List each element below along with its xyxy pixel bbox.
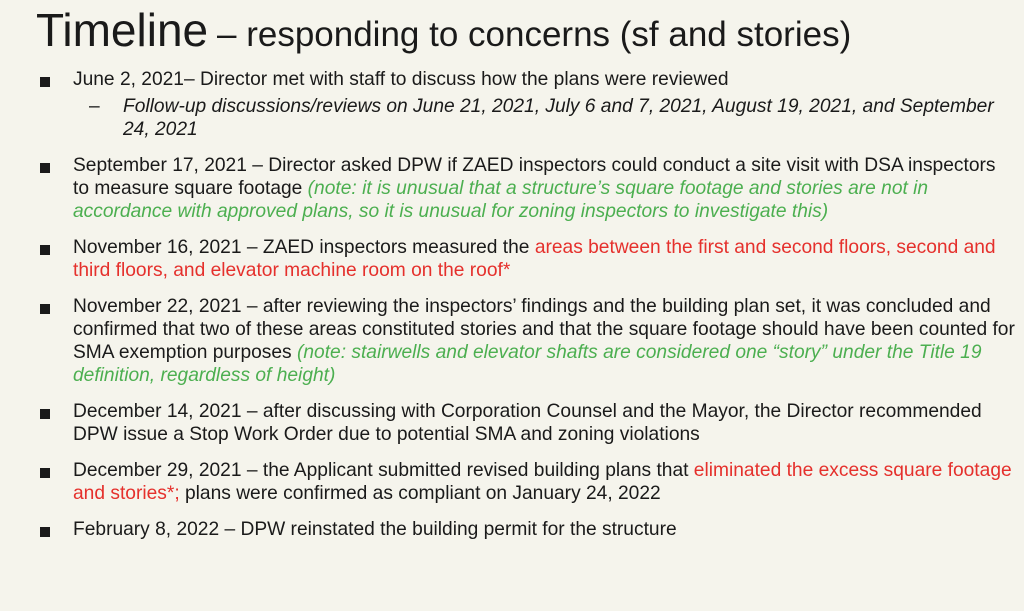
square-bullet-icon — [40, 77, 50, 87]
sub-item — [73, 95, 1015, 141]
item-text: November 22, 2021 – after reviewing the inspectors’ findings and the building plan set, it was concluded and confirmed that two of these areas constituted stories and that the square footage should have been counted for SMA exemption purposes — [73, 296, 1015, 363]
square-bullet-icon — [40, 527, 50, 537]
timeline-item-text — [73, 518, 1015, 541]
timeline-item — [40, 154, 1015, 223]
timeline-item — [40, 295, 1015, 387]
timeline-item-text — [73, 295, 1015, 387]
timeline-item — [40, 68, 1015, 141]
timeline-item — [40, 236, 1015, 282]
note-text: (note: it is unusual that a structure’s square footage and stories are not in accordance with approved plans, so it is unusual for zoning inspectors to investigate this) — [73, 178, 929, 222]
timeline-item-text — [73, 459, 1015, 505]
page-title — [36, 4, 851, 57]
timeline-item-text — [73, 236, 1015, 282]
square-bullet-icon — [40, 409, 50, 419]
title-main: Timeline — [36, 4, 209, 56]
item-text: November 16, 2021 – ZAED inspectors measured the — [73, 237, 535, 258]
timeline-item-text — [73, 154, 1015, 223]
square-bullet-icon — [40, 468, 50, 478]
highlight-text: areas between the first and second floors, second and third floors, and elevator machine room on the roof* — [73, 237, 996, 281]
square-bullet-icon — [40, 163, 50, 173]
title-subtitle: – responding to concerns (sf and stories) — [217, 15, 852, 54]
sub-item-text: Follow-up discussions/reviews on June 21, 2021, July 6 and 7, 2021, August 19, 2021, and September 24, 2021 — [123, 96, 994, 140]
item-text: February 8, 2022 – DPW reinstated the building permit for the structure — [73, 519, 677, 540]
timeline-item — [40, 459, 1015, 505]
note-text: (note: stairwells and elevator shafts are considered one “story” under the Title 19 definition, regardless of height) — [73, 342, 982, 386]
square-bullet-icon — [40, 304, 50, 314]
highlight-text: eliminated the excess square footage and stories*; — [73, 460, 1012, 504]
item-text: December 29, 2021 – the Applicant submitted revised building plans that — [73, 460, 694, 481]
dash-bullet-icon: – — [89, 96, 100, 117]
timeline-item-text — [73, 68, 1015, 91]
item-text: September 17, 2021 – Director asked DPW if ZAED inspectors could conduct a site visit with DSA inspectors to measure square footage — [73, 155, 996, 199]
timeline-item — [40, 400, 1015, 446]
item-text: December 14, 2021 – after discussing with Corporation Counsel and the Mayor, the Director recommended DPW issue a Stop Work Order due to potential SMA and zoning violations — [73, 401, 982, 445]
sub-list — [73, 95, 1015, 141]
timeline-item-text — [73, 400, 1015, 446]
item-text: plans were confirmed as compliant on January 24, 2022 — [179, 483, 661, 504]
square-bullet-icon — [40, 245, 50, 255]
timeline-list — [40, 68, 1015, 554]
timeline-item — [40, 518, 1015, 541]
item-text: June 2, 2021– Director met with staff to discuss how the plans were reviewed — [73, 69, 729, 90]
